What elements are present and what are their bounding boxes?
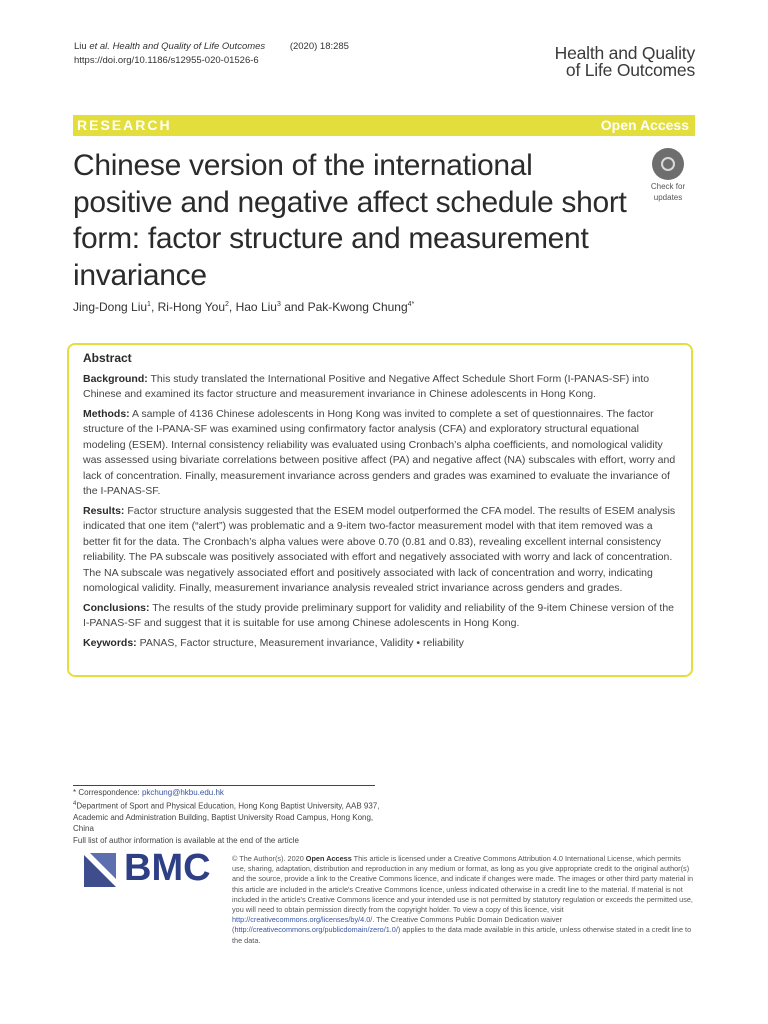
abstract-methods: Methods: A sample of 4136 Chinese adolescents in Hong Kong was invited to complete a set of questionnaires. The factor structure of the I-PANA-SF was examined using confirmatory factor analysis (CFA) and exploratory structural equational modeling (ESEM). Internal consistency reliability was evaluated using Cronbach’s alpha coefficients, and nomological validity was assessed using bivariate correlations between positive affect (PA) and negative affect (NA) subscales with effort, worry and lack of concentration. Finally, measurement invariance across genders and grades was examined to evaluate the invariance of the I-PANAS-SF. (83, 407, 676, 497)
check-for-updates-badge[interactable]: Check for updates (642, 148, 694, 200)
correspondence: * Correspondence: pkchung@hkbu.edu.hk (73, 788, 224, 797)
article-title: Chinese version of the international positive and negative affect schedule short form: factor structure and measurement invariance (73, 149, 627, 292)
running-header (74, 40, 349, 68)
abstract-conclusions: Conclusions: The results of the study provide preliminary support for validity and reliability of the 9-item Chinese version of the I-PANAS-SF and suggest that it is suitable for use among Chinese adolescents in Hong Kong. (83, 601, 674, 629)
author-name[interactable]: Jing-Dong Liu (73, 300, 148, 314)
cc-zero-link[interactable]: http://creativecommons.org/publicdomain/zero/1.0/ (234, 925, 398, 935)
author-info-note: Full list of author information is available at the end of the article (73, 835, 299, 845)
header-journal: et al. Health and Quality of Life Outcomes (89, 41, 266, 52)
author-name[interactable]: Ri-Hong You (157, 300, 226, 314)
author-name[interactable]: Pak-Kwong Chung (307, 300, 408, 314)
bmc-logo[interactable]: BMC (84, 853, 218, 891)
article-type-banner (73, 115, 695, 136)
affiliation: $^4$Department of Sport and Physical Education, Hong Kong Baptist University, AAB 937, Academic and Administration Building, Baptist University Road Campus, Hong Kong, China (73, 800, 380, 834)
abstract-box (67, 343, 693, 677)
header-doi[interactable]: https://doi.org/10.1186/s12955-020-01526-6 (74, 55, 259, 66)
author-list: Jing-Dong Liu$^1$, Ri-Hong You$^2$, Hao Liu$^3$ and Pak-Kwong Chung$^{4*}$ (73, 300, 415, 314)
abstract-results: Results: Factor structure analysis suggested that the ESEM model outperformed the CFA model. The results of ESEM analysis indicated that one item (“alert”) was problematic and a 9-item two-factor measurement model with that item removed was a better fit for the data. The Cronbach’s alpha values were above 0.70 (0.81 and 0.83), revealing excellent internal consistency reliability. The PA subscale was positively associated with effort and negatively associated with worry and lack of concentration. The NA subscale was negatively associated effort and positively associated with lack of concentration and worry, indicating nomological validity. Finally, measurement invariance analysis revealed strict invariance across genders and grades. (83, 504, 676, 594)
open-access-label: Open Access (600, 117, 689, 133)
abstract-background: Background: This study translated the International Positive and Negative Affect Schedule Short Form (I-PANAS-SF) into Chinese and examined its factor structure and measurement invariance in Chinese adolescents in Hong Kong. (83, 372, 650, 400)
header-year-volume: (2020) 18:285 (289, 41, 349, 52)
journal-logo: Health and Quality of Life Outcomes (554, 43, 695, 80)
footnote-divider (73, 785, 375, 786)
footnotes (73, 787, 383, 846)
cc-by-link[interactable]: http://creativecommons.org/licenses/by/4.0/ (232, 915, 373, 925)
abstract-keywords: Keywords: PANAS, Factor structure, Measurement invariance, Validity • reliability (83, 636, 464, 649)
author-name[interactable]: Hao Liu (235, 300, 277, 314)
article-type-label: RESEARCH (77, 117, 172, 133)
header-author: Liu (74, 41, 87, 52)
check-updates-icon (652, 148, 684, 180)
license-statement: © The Author(s). 2020 Open Access This article is licensed under a Creative Commons Attribution 4.0 International License, which permits use, sharing, adaptation, distribution and reproduction in any medium or format, as long as you give appropriate credit to the original author(s) and the source, provide a link to the Creative Commons licence, and indicate if changes were made. The images or other third party material in this article are included in the article's Creative Commons licence, unless indicated otherwise in a credit line to the material. If material is not included in the article's Creative Commons licence and your intended use is not permitted by statutory regulation or exceeds the permitted use, you will need to obtain permission directly from the copyright holder. To view a copy of this licence, visit http://creativecommons.org/licenses/by/4.0/. The Creative Commons Public Domain Dedication waiver (http://creativecommons.org/publicdomain/zero/1.0/) applies to the data made available in this article, unless otherwise stated in a credit line to the data. (232, 854, 694, 945)
correspondence-email[interactable]: pkchung@hkbu.edu.hk (141, 788, 224, 797)
abstract-heading: Abstract (83, 351, 132, 365)
